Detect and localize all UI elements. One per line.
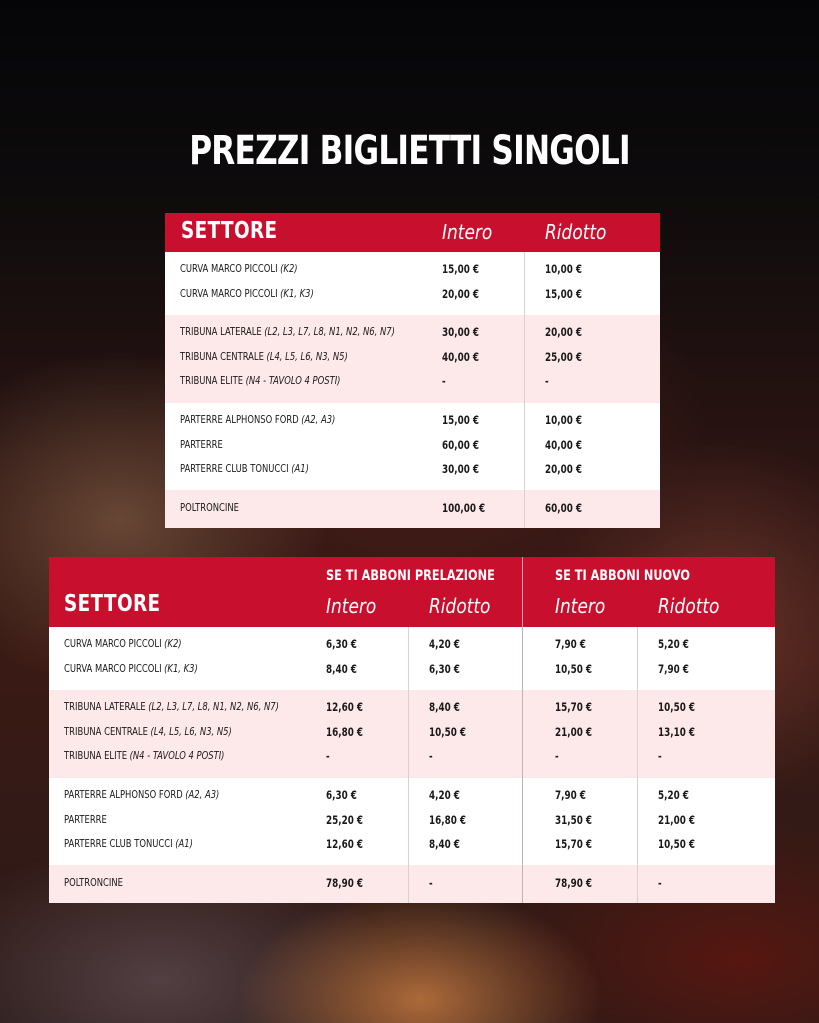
price-prelazione-intero: 6,30 € xyxy=(326,788,357,802)
sector-code: (K2) xyxy=(164,637,182,650)
table-row xyxy=(165,262,660,282)
sector-label: POLTRONCINE xyxy=(64,876,123,889)
price-nuovo-ridotto: 5,20 € xyxy=(658,788,689,802)
header-intero-prelazione: Intero xyxy=(326,594,377,618)
price-ridotto: 60,00 € xyxy=(545,501,583,515)
price-nuovo-ridotto: - xyxy=(658,749,662,763)
sector-code: (L2, L3, L7, L8, N1, N2, N6, N7) xyxy=(264,325,395,338)
price-nuovo-intero: 31,50 € xyxy=(555,812,593,827)
header-group-nuovo: SE TI ABBONI NUOVO xyxy=(555,568,691,584)
sector-label: PARTERRE ALPHONSO FORD xyxy=(180,413,299,426)
sector-code: (L4, L5, L6, N3, N5) xyxy=(266,349,348,363)
sector-name xyxy=(64,725,232,738)
price-nuovo-ridotto: 10,50 € xyxy=(658,837,696,851)
table-row xyxy=(49,813,775,833)
price-intero: 20,00 € xyxy=(442,286,480,301)
price-prelazione-intero: 12,60 € xyxy=(326,700,364,714)
sector-code: (A2, A3) xyxy=(301,413,336,426)
price-prelazione-intero: 12,60 € xyxy=(326,837,364,851)
price-intero: 40,00 € xyxy=(442,349,480,364)
header-group-divider xyxy=(522,557,523,627)
sector-label: PARTERRE CLUB TONUCCI xyxy=(64,837,173,850)
table-row xyxy=(165,501,660,521)
sector-label: PARTERRE CLUB TONUCCI xyxy=(180,462,289,475)
price-nuovo-intero: - xyxy=(555,749,559,763)
price-intero: 30,00 € xyxy=(442,325,480,339)
table-body xyxy=(49,627,775,903)
sector-code: (K2) xyxy=(280,262,298,275)
price-prelazione-intero: 8,40 € xyxy=(326,661,357,676)
price-prelazione-intero: 78,90 € xyxy=(326,876,364,890)
price-prelazione-intero: 6,30 € xyxy=(326,637,357,651)
sector-name xyxy=(64,700,279,713)
table-row xyxy=(49,876,775,896)
sector-code: (A2, A3) xyxy=(185,788,220,801)
header-group-prelazione: SE TI ABBONI PRELAZIONE xyxy=(326,568,495,584)
sector-name xyxy=(180,262,298,275)
sector-code: (N4 - TAVOLO 4 POSTI) xyxy=(129,749,225,762)
price-prelazione-intero: 25,20 € xyxy=(326,812,364,827)
sector-code: (A1) xyxy=(175,837,193,850)
price-intero: 100,00 € xyxy=(442,501,486,515)
row-group xyxy=(165,490,660,528)
price-ridotto: 25,00 € xyxy=(545,349,583,364)
table-row xyxy=(49,662,775,682)
row-group xyxy=(49,778,775,865)
row-group xyxy=(165,315,660,403)
price-ridotto: 20,00 € xyxy=(545,325,583,339)
price-intero: 15,00 € xyxy=(442,262,480,276)
header-settore: SETTORE xyxy=(64,591,161,617)
header-ridotto: Ridotto xyxy=(545,220,607,244)
price-intero: 30,00 € xyxy=(442,462,480,476)
sector-label: TRIBUNA LATERALE xyxy=(64,700,146,713)
header-ridotto-prelazione: Ridotto xyxy=(429,594,491,618)
table-row xyxy=(165,350,660,370)
sector-label: TRIBUNA LATERALE xyxy=(180,325,262,338)
sector-label: TRIBUNA CENTRALE xyxy=(180,349,264,363)
table-row xyxy=(49,749,775,769)
row-group xyxy=(165,252,660,315)
header-intero: Intero xyxy=(442,220,493,244)
price-nuovo-intero: 7,90 € xyxy=(555,637,586,651)
sector-name xyxy=(64,788,219,801)
price-nuovo-intero: 15,70 € xyxy=(555,837,593,851)
sector-label: PARTERRE xyxy=(64,812,107,826)
price-nuovo-ridotto: 13,10 € xyxy=(658,724,696,739)
sector-code: (L4, L5, L6, N3, N5) xyxy=(150,724,232,738)
sector-name xyxy=(64,749,224,762)
price-prelazione-ridotto: 4,20 € xyxy=(429,788,460,802)
table-row xyxy=(165,287,660,307)
price-prelazione-intero: - xyxy=(326,749,330,763)
sector-label: CURVA MARCO PICCOLI xyxy=(180,262,278,275)
page-title: PREZZI BIGLIETTI SINGOLI xyxy=(189,128,630,174)
sector-code: (K1, K3) xyxy=(164,661,198,675)
price-nuovo-intero: 78,90 € xyxy=(555,876,593,890)
sector-label: CURVA MARCO PICCOLI xyxy=(64,661,162,675)
table-row xyxy=(165,374,660,394)
sector-name xyxy=(64,813,107,826)
row-group xyxy=(49,627,775,690)
price-prelazione-ridotto: 16,80 € xyxy=(429,812,467,827)
sector-name xyxy=(180,438,223,451)
sector-code: (L2, L3, L7, L8, N1, N2, N6, N7) xyxy=(148,700,279,713)
price-nuovo-ridotto: 5,20 € xyxy=(658,637,689,651)
sector-name xyxy=(180,501,239,514)
sector-name xyxy=(180,374,340,387)
price-ridotto: 10,00 € xyxy=(545,413,583,427)
price-ridotto: 15,00 € xyxy=(545,286,583,301)
price-prelazione-ridotto: 10,50 € xyxy=(429,724,467,739)
price-intero: 15,00 € xyxy=(442,413,480,427)
sector-label: PARTERRE xyxy=(180,437,223,451)
sector-label: CURVA MARCO PICCOLI xyxy=(64,637,162,650)
price-nuovo-intero: 21,00 € xyxy=(555,724,593,739)
table-row xyxy=(49,725,775,745)
price-prelazione-ridotto: 8,40 € xyxy=(429,837,460,851)
column-divider xyxy=(522,627,523,903)
table-row xyxy=(49,788,775,808)
price-intero: 60,00 € xyxy=(442,437,480,452)
price-nuovo-ridotto: 7,90 € xyxy=(658,661,689,676)
subscriber-price-table xyxy=(49,557,775,903)
price-nuovo-ridotto: 21,00 € xyxy=(658,812,696,827)
header-intero-nuovo: Intero xyxy=(555,594,606,618)
header-settore: SETTORE xyxy=(181,218,278,244)
table-row xyxy=(165,438,660,458)
price-ridotto: 20,00 € xyxy=(545,462,583,476)
table-row xyxy=(165,462,660,482)
sector-code: (A1) xyxy=(291,462,309,475)
price-ridotto: 10,00 € xyxy=(545,262,583,276)
price-nuovo-intero: 15,70 € xyxy=(555,700,593,714)
column-divider xyxy=(637,627,638,903)
table-row xyxy=(49,700,775,720)
price-prelazione-intero: 16,80 € xyxy=(326,724,364,739)
price-intero: - xyxy=(442,374,446,388)
sector-name xyxy=(180,325,395,338)
price-nuovo-intero: 7,90 € xyxy=(555,788,586,802)
sector-label: POLTRONCINE xyxy=(180,501,239,514)
price-ridotto: 40,00 € xyxy=(545,437,583,452)
sector-label: TRIBUNA CENTRALE xyxy=(64,724,148,738)
sector-name xyxy=(180,287,314,300)
sector-name xyxy=(64,637,182,650)
row-group xyxy=(165,403,660,490)
table-row xyxy=(165,325,660,345)
sector-name xyxy=(180,462,309,475)
column-divider xyxy=(408,627,409,903)
sector-code: (N4 - TAVOLO 4 POSTI) xyxy=(245,374,341,387)
table-row xyxy=(165,413,660,433)
price-nuovo-ridotto: - xyxy=(658,876,662,890)
sector-label: TRIBUNA ELITE xyxy=(180,374,244,387)
sector-name xyxy=(180,413,335,426)
price-prelazione-ridotto: 8,40 € xyxy=(429,700,460,714)
price-prelazione-ridotto: - xyxy=(429,749,433,763)
price-prelazione-ridotto: - xyxy=(429,876,433,890)
table-header xyxy=(49,557,775,627)
column-divider xyxy=(524,252,525,528)
sector-name xyxy=(64,837,193,850)
sector-label: PARTERRE ALPHONSO FORD xyxy=(64,788,183,801)
table-body xyxy=(165,252,660,528)
price-ridotto: - xyxy=(545,374,549,388)
single-ticket-price-table xyxy=(165,213,660,528)
header-ridotto-nuovo: Ridotto xyxy=(658,594,720,618)
table-row xyxy=(49,637,775,657)
price-prelazione-ridotto: 6,30 € xyxy=(429,661,460,676)
row-group xyxy=(49,865,775,903)
sector-label: TRIBUNA ELITE xyxy=(64,749,128,762)
price-prelazione-ridotto: 4,20 € xyxy=(429,637,460,651)
sector-name xyxy=(64,662,198,675)
sector-label: CURVA MARCO PICCOLI xyxy=(180,286,278,300)
table-header xyxy=(165,213,660,252)
price-nuovo-intero: 10,50 € xyxy=(555,661,593,676)
price-nuovo-ridotto: 10,50 € xyxy=(658,700,696,714)
row-group xyxy=(49,690,775,778)
sector-name xyxy=(180,350,348,363)
table-row xyxy=(49,837,775,857)
sector-name xyxy=(64,876,123,889)
sector-code: (K1, K3) xyxy=(280,286,314,300)
